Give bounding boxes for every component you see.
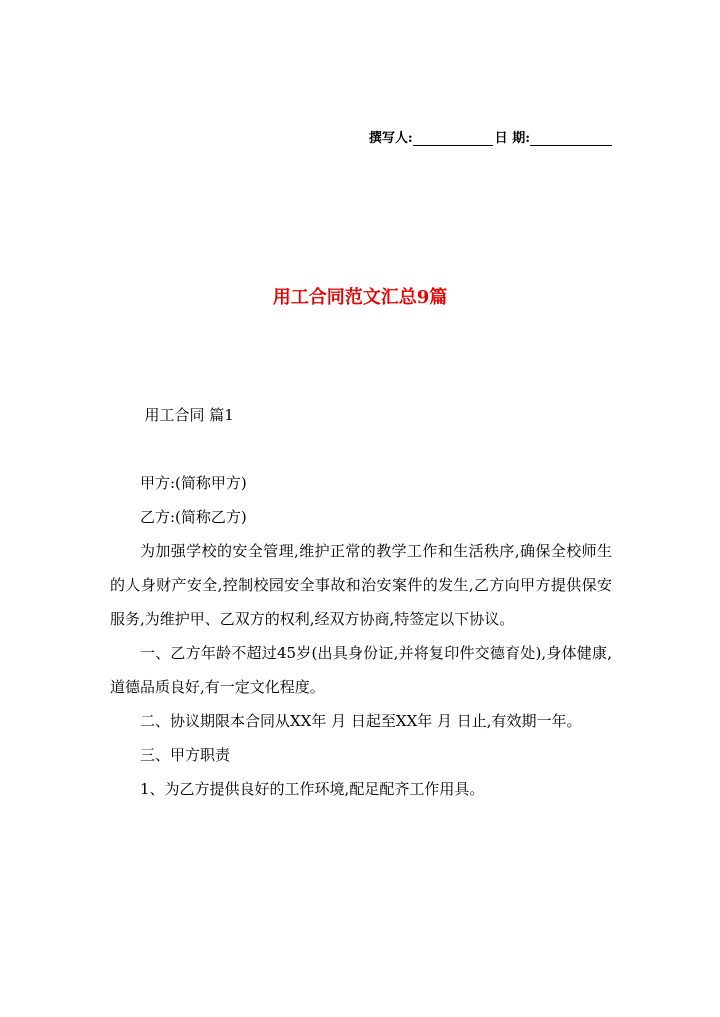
clause-three-item-one: 1、为乙方提供良好的工作环境,配足配齐工作用具。: [140, 780, 485, 798]
author-blank: [413, 132, 493, 146]
document-body: [110, 398, 612, 806]
party-b-line: 乙方:(简称乙方): [140, 508, 247, 526]
author-date-line: [369, 127, 612, 146]
document-title: 用工合同范文汇总9篇: [272, 287, 448, 308]
preamble-paragraph: 为加强学校的安全管理,维护正常的教学工作和生活秩序,确保全校师生的人身财产安全,控制校园安全事故和治安案件的发生,乙方向甲方提供保安服务,为维护甲、乙双方的权利,经双方协商,特签定以下协议。: [110, 542, 612, 628]
date-blank: [530, 132, 612, 146]
clause-two: 二、协议期限本合同从XX年 月 日起至XX年 月 日止,有效期一年。: [140, 712, 582, 730]
section-heading: 用工合同 篇1: [144, 406, 234, 424]
party-a-line: 甲方:(简称甲方): [140, 474, 247, 492]
clause-three-heading: 三、甲方职责: [140, 746, 231, 764]
date-label: 日 期:: [494, 131, 530, 146]
clause-one: 一、乙方年龄不超过45岁(出具身份证,并将复印件交德育处),身体健康,道德品质良好,有一定文化程度。: [110, 644, 612, 696]
author-label: 撰写人:: [368, 131, 413, 146]
